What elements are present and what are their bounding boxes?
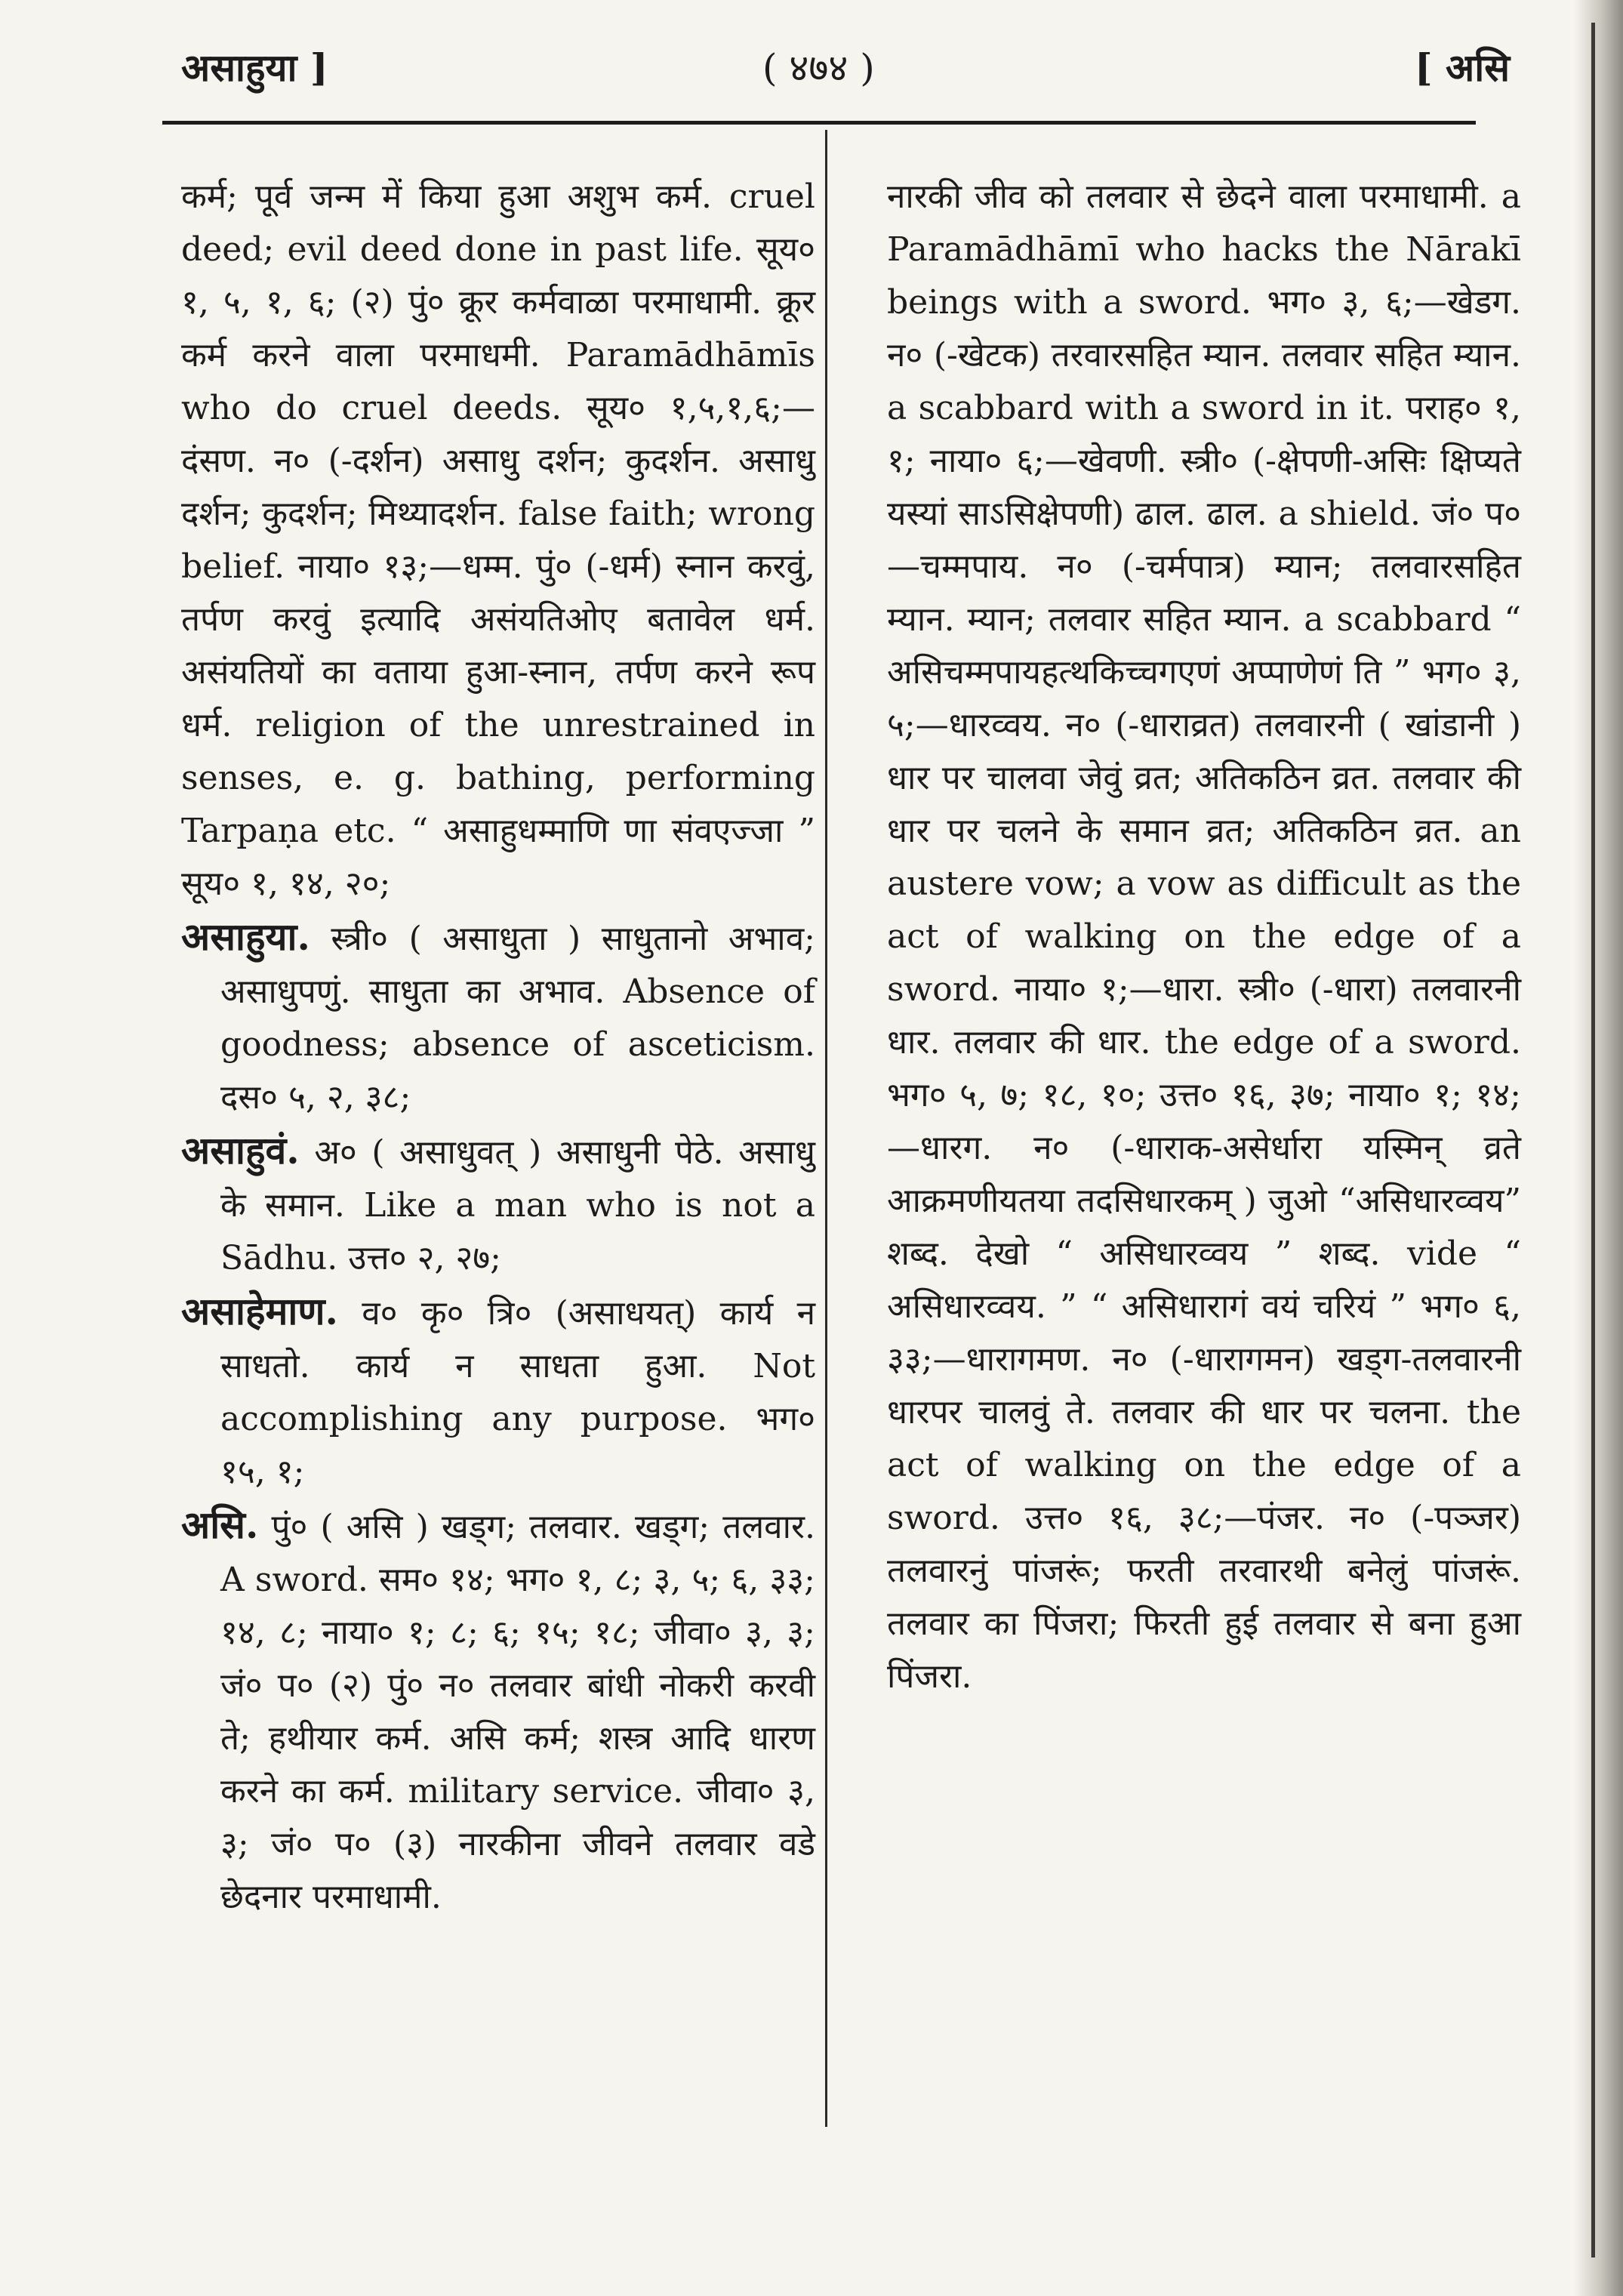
page-edge-shadow	[1574, 0, 1623, 2296]
continued-entry-text: कर्म; पूर्व जन्म में किया हुआ अशुभ कर्म. cruel deed; evil deed done in past life. सूय० १, ५, १, ६; (२) पुं० क्रूर कर्मवाळा परमाधामी. क्रूर कर्म करने वाला परमाधमी. Paramādhāmīs who do cruel deeds. सूय० १,५,१,६;—दंसण. न० (-दर्शन) असाधु दर्शन; कुदर्शन. असाधु दर्शन; कुदर्शन; मिथ्यादर्शन. false faith; wrong belief. नाया० १३;—धम्म. पुं० (-धर्म) स्नान करवुं, तर्पण करवुं इत्यादि असंयतिओए बतावेल धर्म. असंयतियों का वताया हुआ-स्नान, तर्पण करने रूप धर्म. religion of the unrestrained in senses, e. g. bathing, performing Tarpaṇa etc. “ असाहुधम्माणि णा संवएज्जा ” सूय० १, १४, २०;	[181, 177, 815, 903]
right-column-text: नारकी जीव को तलवार से छेदने वाला परमाधामी. a Paramādhāmī who hacks the Nārakī beings with a sword. भग० ३, ६;—खेडग. न० (-खेटक) तरवारसहित म्यान. तलवार सहित म्यान. a scabbard with a sword in it. पराह० १, १; नाया० ६;—खेवणी. स्त्री० (-क्षेपणी-असिः क्षिप्यते यस्यां साऽसिक्षेपणी) ढाल. ढाल. a shield. जं० प०—चम्मपाय. न० (-चर्मपात्र) म्यान; तलवारसहित म्यान. म्यान; तलवार सहित म्यान. a scabbard “ असिचम्मपायहत्थकिच्चगएणं अप्पाणेणं ति ” भग० ३, ५;—धारव्वय. न० (-धाराव्रत) तलवारनी ( खांडानी ) धार पर चालवा जेवुं व्रत; अतिकठिन व्रत. तलवार की धार पर चलने के समान व्रत; अतिकठिन व्रत. an austere vow; a vow as difficult as the act of walking on the edge of a sword. नाया० १;—धारा. स्त्री० (-धारा) तलवारनी धार. तलवार की धार. the edge of a sword. भग० ५, ७; १८, १०; उत्त० १६, ३७; नाया० १; १४;—धारग. न० (-धाराक-असेर्धारा यस्मिन् व्रते आक्रमणीयतया तदसिधारकम् ) जुओ “असिधारव्वय” शब्द. देखो “ असिधारव्वय ” शब्द. vide “ असिधारव्वय. ” “ असिधारागं वयं चरियं ” भग० ६, ३३;—धारागमण. न० (-धारागमन) खड्ग-तलवारनी धारपर चालवुं ते. तलवार की धार पर चलना. the act of walking on the edge of a sword. उत्त० १६, ३८;—पंजर. न० (-पञ्जर) तलवारनुं पांजरूं; फरती तरवारथी बनेलुं पांजरूं. तलवार का पिंजरा; फिरती हुई तलवार से बना हुआ पिंजरा.	[887, 177, 1521, 1696]
entry-asahuvam	[181, 1124, 815, 1285]
entry-headword: असाहुया.	[181, 914, 310, 959]
right-column	[887, 171, 1521, 1703]
entry-asahuya	[181, 911, 815, 1124]
header-rule	[162, 121, 1476, 125]
left-column	[181, 171, 815, 1924]
left-headword: असाहुया ]	[181, 45, 328, 90]
right-headword: [ असि	[1414, 45, 1510, 90]
entry-headword: असि.	[181, 1502, 259, 1547]
entry-body: स्त्री० ( असाधुता ) साधुतानो अभाव; असाधुपणुं. साधुता का अभाव. Absence of goodness; absence of asceticism. दस० ५, २, ३८;	[220, 920, 815, 1117]
entry-asahemana	[181, 1285, 815, 1499]
entry-headword: असाहेमाण.	[181, 1289, 338, 1333]
entry-headword: असाहुवं.	[181, 1128, 300, 1173]
running-header	[166, 36, 1510, 97]
page-number: ( ४७४ )	[762, 46, 875, 90]
entry-body: अ० ( असाधुवत् ) असाधुनी पेठे. असाधु के समान. Like a man who is not a Sādhu. उत्त० २, २७;	[220, 1133, 815, 1277]
entry-asi	[181, 1499, 815, 1924]
entry-body: व० कृ० त्रि० (असाधयत्) कार्य न साधतो. कार्य न साधता हुआ. Not accomplishing any purpose. भग० १५, १;	[220, 1294, 815, 1491]
binding-edge-line	[1591, 23, 1595, 2257]
column-divider	[825, 130, 827, 2127]
entry-body: पुं० ( असि ) खड्ग; तलवार. खड्ग; तलवार. A sword. सम० १४; भग० १, ८; ३, ५; ६, ३३; १४, ८; नाया० १; ८; ६; १५; १८; जीवा० ३, ३; जं० प० (२) पुं० न० तलवार बांधी नोकरी करवी ते; हथीयार कर्म. असि कर्म; शस्त्र आदि धारण करने का कर्म. military service. जीवा० ३, ३; जं० प० (३) नारकीना जीवने तलवार वडे छेदनार परमाधामी.	[220, 1508, 815, 1916]
